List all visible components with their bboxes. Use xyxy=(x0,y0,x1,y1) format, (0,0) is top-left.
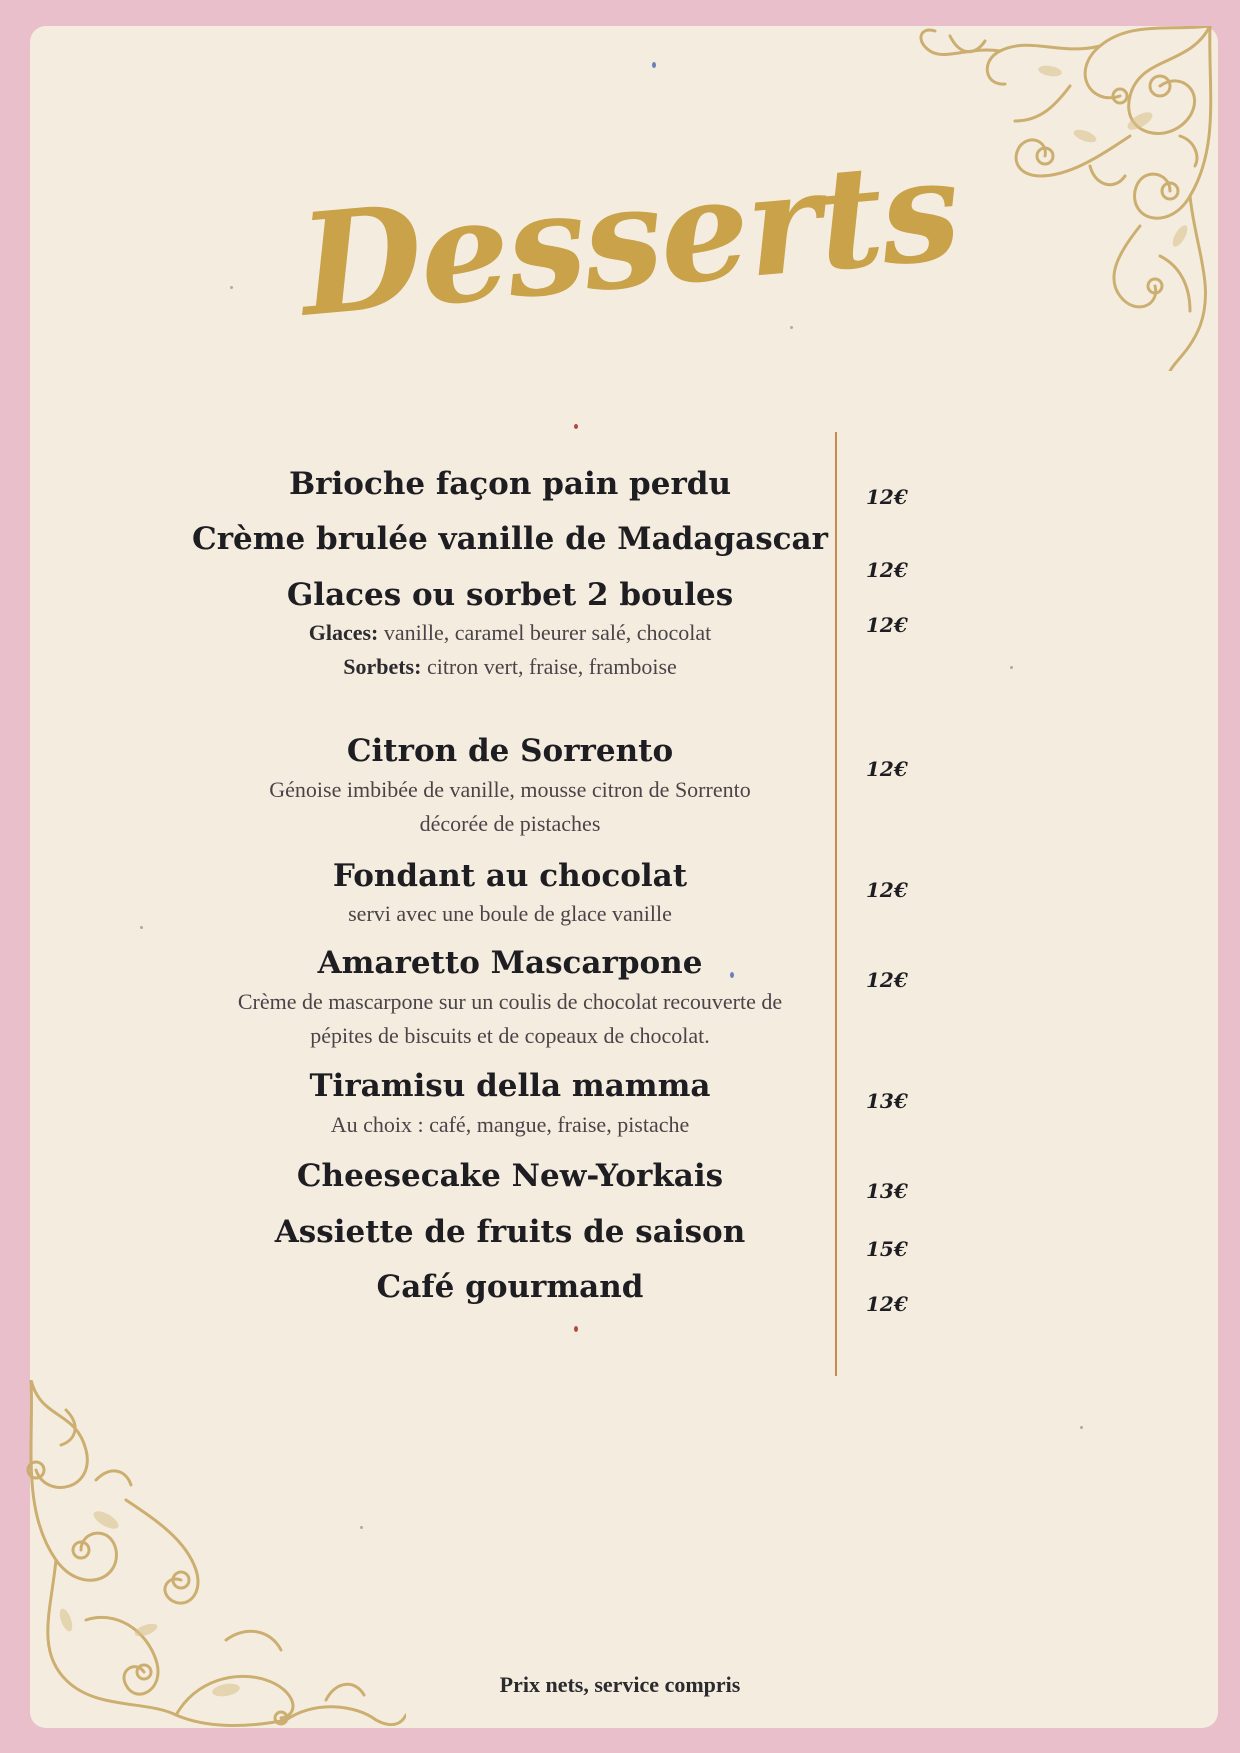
dessert-price: 12€ xyxy=(866,613,908,637)
paper-speck xyxy=(574,1326,578,1332)
dessert-description xyxy=(170,654,850,680)
dessert-name: Tiramisu della mamma xyxy=(309,1068,711,1104)
dessert-name: Fondant au chocolat xyxy=(332,858,688,894)
dessert-name: Cheesecake New-Yorkais xyxy=(296,1158,724,1194)
dessert-price: 13€ xyxy=(866,1089,908,1113)
description-text: vanille, caramel beurer salé, chocolat xyxy=(378,620,712,645)
dessert-description: pépites de biscuits et de copeaux de chocolat. xyxy=(310,1023,710,1048)
footer-note: Prix nets, service compris xyxy=(499,1672,741,1697)
dessert-name: Glaces ou sorbet 2 boules xyxy=(286,577,734,613)
dessert-price: 12€ xyxy=(866,757,908,781)
dessert-name: Amaretto Mascarpone xyxy=(317,945,703,981)
dessert-price: 12€ xyxy=(866,485,908,509)
dessert-description xyxy=(170,620,850,646)
paper-speck xyxy=(1080,1426,1083,1429)
paper-speck xyxy=(574,424,578,429)
paper-speck xyxy=(1010,666,1013,669)
dessert-description: servi avec une boule de glace vanille xyxy=(348,901,672,926)
dessert-description: Au choix : café, mangue, fraise, pistache xyxy=(330,1112,690,1137)
dessert-description: Génoise imbibée de vanille, mousse citron de Sorrento xyxy=(269,777,751,802)
dessert-name: Assiette de fruits de saison xyxy=(274,1214,746,1250)
dessert-description: Crème de mascarpone sur un coulis de chocolat recouverte de xyxy=(237,989,783,1014)
paper-speck xyxy=(140,926,143,929)
dessert-price: 12€ xyxy=(866,558,908,582)
baroque-ornament-icon xyxy=(26,1380,406,1728)
dessert-price: 12€ xyxy=(866,968,908,992)
dessert-name: Café gourmand xyxy=(376,1269,644,1305)
paper-speck xyxy=(652,62,656,68)
dessert-description: décorée de pistaches xyxy=(419,811,601,836)
dessert-name: Crème brulée vanille de Madagascar xyxy=(192,521,828,557)
dessert-name: Citron de Sorrento xyxy=(346,733,674,769)
description-text: citron vert, fraise, framboise xyxy=(421,654,677,679)
dessert-name: Brioche façon pain perdu xyxy=(288,466,732,502)
description-label: Glaces: xyxy=(308,620,379,645)
menu-title: Desserts xyxy=(294,127,965,349)
dessert-price: 12€ xyxy=(866,1292,908,1316)
dessert-price: 13€ xyxy=(866,1179,908,1203)
description-label: Sorbets: xyxy=(343,654,422,679)
paper-speck xyxy=(230,286,233,289)
dessert-price: 12€ xyxy=(866,878,908,902)
dessert-price: 15€ xyxy=(866,1237,908,1261)
